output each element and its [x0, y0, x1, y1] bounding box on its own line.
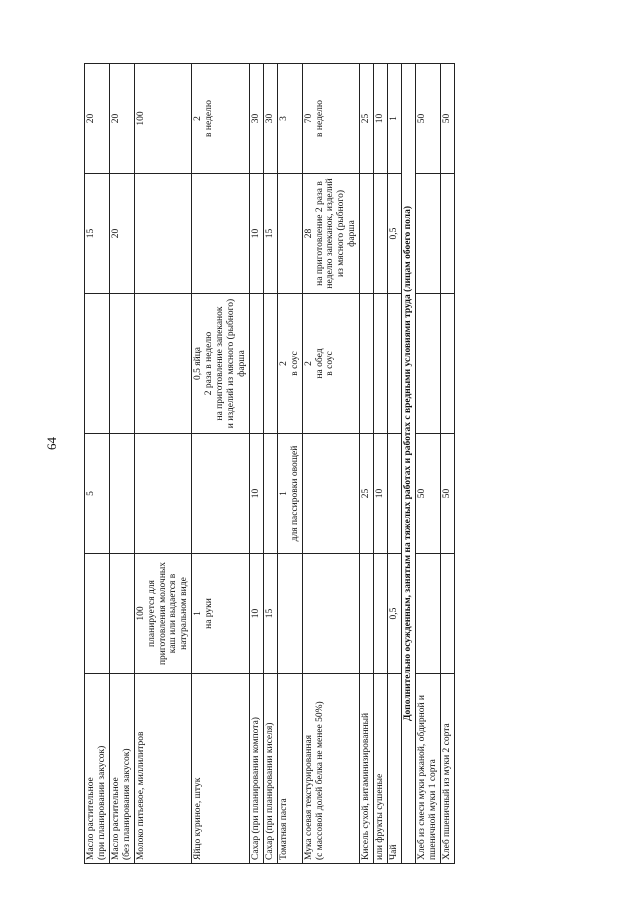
value-cell: 50	[415, 64, 440, 174]
value-cell	[415, 554, 440, 674]
page-number: 64	[44, 437, 59, 450]
value-cell: 0,5	[388, 174, 402, 294]
value-cell: 25	[360, 434, 374, 554]
rotated-table-container	[84, 64, 572, 864]
table-row	[277, 64, 302, 864]
product-name-cell: Хлеб из смеси муки ржаной, обдирной и пшеничной муки 1 сорта	[415, 674, 440, 864]
value-cell	[440, 174, 454, 294]
ration-table	[84, 63, 455, 864]
value-cell: 1 для пассировки овощей	[277, 434, 302, 554]
table-row	[440, 64, 454, 864]
value-cell	[249, 294, 263, 434]
product-name-cell: Томатная паста	[277, 674, 302, 864]
product-name-cell: Чай	[388, 674, 402, 864]
value-cell	[277, 554, 302, 674]
table-row	[415, 64, 440, 864]
value-cell: 1 на руки	[192, 554, 250, 674]
table-row	[360, 64, 374, 864]
table-row	[134, 64, 192, 864]
value-cell: 15	[263, 174, 277, 294]
product-name-cell: или фрукты сушеные	[374, 674, 388, 864]
value-cell: 10	[374, 64, 388, 174]
product-name-cell: Молоко питьевое, миллилитров	[134, 674, 192, 864]
value-cell	[134, 294, 192, 434]
value-cell	[85, 294, 110, 434]
value-cell	[415, 174, 440, 294]
value-cell	[302, 434, 360, 554]
value-cell: 50	[440, 434, 454, 554]
table-row	[374, 64, 388, 864]
value-cell	[374, 554, 388, 674]
product-name-cell: Сахар (при планировании компота)	[249, 674, 263, 864]
value-cell: 20	[109, 174, 134, 294]
value-cell: 5	[85, 434, 110, 554]
value-cell: 30	[249, 64, 263, 174]
value-cell	[109, 294, 134, 434]
value-cell	[440, 294, 454, 434]
value-cell: 1	[388, 64, 402, 174]
value-cell	[109, 434, 134, 554]
table-row	[192, 64, 250, 864]
value-cell	[360, 554, 374, 674]
value-cell: 70 в неделю	[302, 64, 360, 174]
value-cell: 2 на обед в соус	[302, 294, 360, 434]
value-cell	[415, 294, 440, 434]
table-row	[109, 64, 134, 864]
value-cell: 50	[440, 64, 454, 174]
product-name-cell: Сахар (при планировании киселя)	[263, 674, 277, 864]
product-name-cell: Масло растительное (при планировании закусок)	[85, 674, 110, 864]
value-cell: 10	[374, 434, 388, 554]
value-cell: 50	[415, 434, 440, 554]
value-cell: 2 в неделю	[192, 64, 250, 174]
value-cell	[440, 554, 454, 674]
value-cell: 10	[249, 434, 263, 554]
value-cell	[360, 174, 374, 294]
value-cell	[388, 294, 402, 434]
value-cell	[302, 554, 360, 674]
value-cell	[85, 554, 110, 674]
value-cell	[388, 434, 402, 554]
value-cell	[263, 294, 277, 434]
value-cell: 100	[134, 64, 192, 174]
value-cell	[134, 174, 192, 294]
value-cell: 100 планируется для приготовления молочных каш или выдается в натуральном виде	[134, 554, 192, 674]
value-cell	[192, 174, 250, 294]
value-cell: 28 на приготовление 2 раза в неделю запеканок, изделий из мясного (рыбного) фарша	[302, 174, 360, 294]
value-cell: 15	[85, 174, 110, 294]
section-heading: Дополнительно осужденным, занятым на тяжелых работах и работах с вредными условиями труда (лицам обоего пола)	[401, 64, 415, 864]
value-cell	[360, 294, 374, 434]
value-cell: 20	[109, 64, 134, 174]
value-cell	[374, 174, 388, 294]
table-row	[249, 64, 263, 864]
value-cell: 3	[277, 64, 302, 174]
value-cell: 0,5 яйца 2 раза в неделю на приготовление запеканок и изделий из мясного (рыбного) фарша	[192, 294, 250, 434]
table-row	[85, 64, 110, 864]
value-cell: 2 в соус	[277, 294, 302, 434]
value-cell: 25	[360, 64, 374, 174]
value-cell	[263, 434, 277, 554]
product-name-cell: Хлеб пшеничный из муки 2 сорта	[440, 674, 454, 864]
section-heading-row	[401, 64, 415, 864]
value-cell	[277, 174, 302, 294]
value-cell: 15	[263, 554, 277, 674]
value-cell: 20	[85, 64, 110, 174]
value-cell	[109, 554, 134, 674]
value-cell: 30	[263, 64, 277, 174]
product-name-cell: Кисель сухой, витаминизированный	[360, 674, 374, 864]
table-row	[302, 64, 360, 864]
value-cell	[192, 434, 250, 554]
table-row	[263, 64, 277, 864]
value-cell	[134, 434, 192, 554]
product-name-cell: Масло растительное (без планирования закусок)	[109, 674, 134, 864]
product-name-cell: Яйцо куриное, штук	[192, 674, 250, 864]
table-row	[388, 64, 402, 864]
product-name-cell: Мука соевая текстурированная (с массовой долей белка не менее 50%)	[302, 674, 360, 864]
value-cell	[374, 294, 388, 434]
value-cell: 10	[249, 554, 263, 674]
value-cell: 0,5	[388, 554, 402, 674]
value-cell: 10	[249, 174, 263, 294]
